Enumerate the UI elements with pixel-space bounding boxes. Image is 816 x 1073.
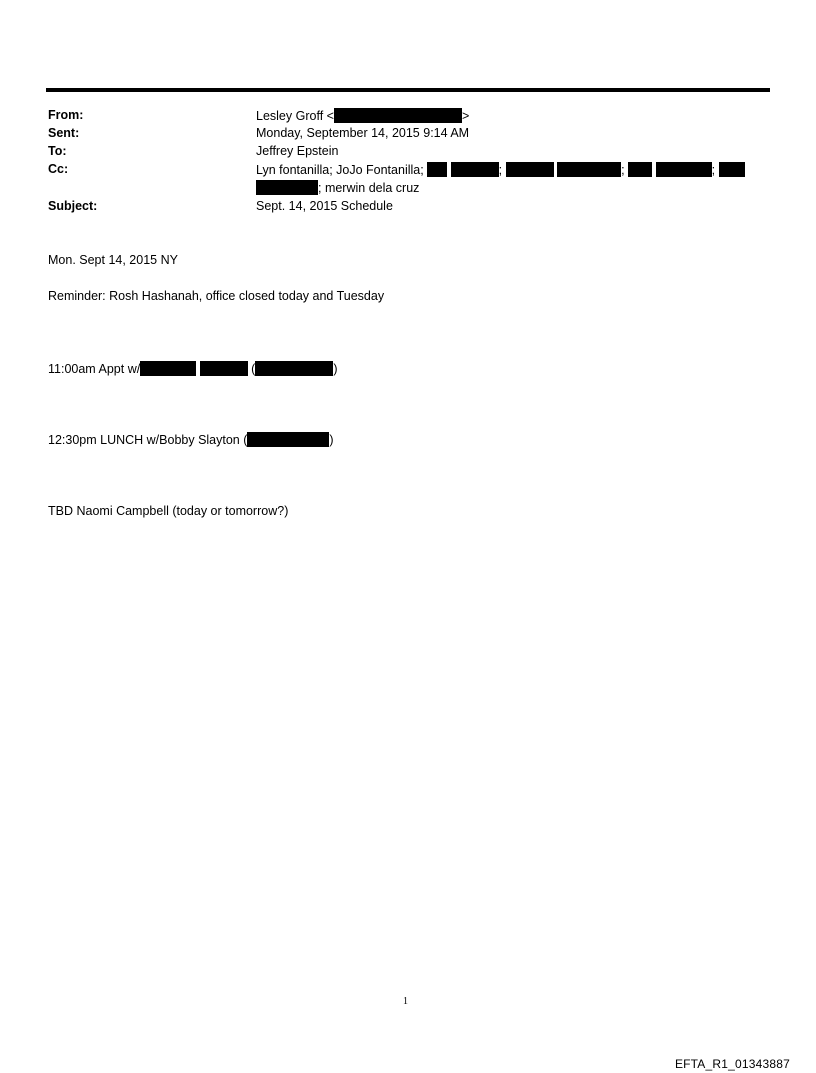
- appointment-1-text: 11:00am Appt w/: [48, 362, 141, 376]
- to-label: To:: [48, 144, 67, 158]
- cc-separator: ;: [621, 163, 625, 177]
- cc-value-continued: [256, 180, 419, 195]
- paren-close: ): [333, 362, 338, 376]
- redaction-block: [256, 180, 318, 195]
- page-number: 1: [403, 996, 408, 1007]
- redaction-block: [200, 361, 248, 376]
- cc-tail: ; merwin dela cruz: [318, 181, 420, 195]
- tbd-line: TBD Naomi Campbell (today or tomorrow?): [48, 504, 289, 518]
- cc-label: Cc:: [48, 162, 69, 176]
- cc-separator: ;: [498, 163, 503, 177]
- redaction-block: [628, 162, 652, 177]
- subject-value: Sept. 14, 2015 Schedule: [256, 199, 393, 213]
- redaction-block: [656, 162, 712, 177]
- paren-open: (: [251, 362, 256, 376]
- redaction-block: [451, 162, 499, 177]
- subject-label: Subject:: [48, 199, 98, 213]
- cc-value: [256, 162, 745, 177]
- from-name: Lesley Groff <: [256, 109, 334, 123]
- bates-number: EFTA_R1_01343887: [674, 1057, 790, 1071]
- header-rule: [46, 88, 770, 92]
- cc-separator: ;: [711, 163, 716, 177]
- paren-close: ): [329, 433, 334, 447]
- from-label: From:: [48, 108, 84, 122]
- redaction-block: [557, 162, 621, 177]
- appointment-2-text: 12:30pm LUNCH w/Bobby Slayton (: [48, 433, 248, 447]
- appointment-2: [48, 432, 334, 447]
- redaction-block: [255, 361, 333, 376]
- appointment-1: [48, 361, 338, 376]
- sent-label: Sent:: [48, 126, 80, 140]
- redaction-block: [506, 162, 554, 177]
- cc-names: Lyn fontanilla; JoJo Fontanilla;: [256, 163, 424, 177]
- body-date-line: Mon. Sept 14, 2015 NY: [48, 253, 178, 267]
- redaction-block: [427, 162, 447, 177]
- sent-value: Monday, September 14, 2015 9:14 AM: [256, 126, 470, 140]
- redaction-block: [334, 108, 462, 123]
- to-value: Jeffrey Epstein: [256, 144, 339, 158]
- from-value: [256, 108, 469, 123]
- redaction-block: [719, 162, 745, 177]
- from-close: >: [461, 109, 470, 123]
- redaction-block: [247, 432, 329, 447]
- body-reminder-line: Reminder: Rosh Hashanah, office closed today and Tuesday: [48, 289, 385, 303]
- redaction-block: [140, 361, 196, 376]
